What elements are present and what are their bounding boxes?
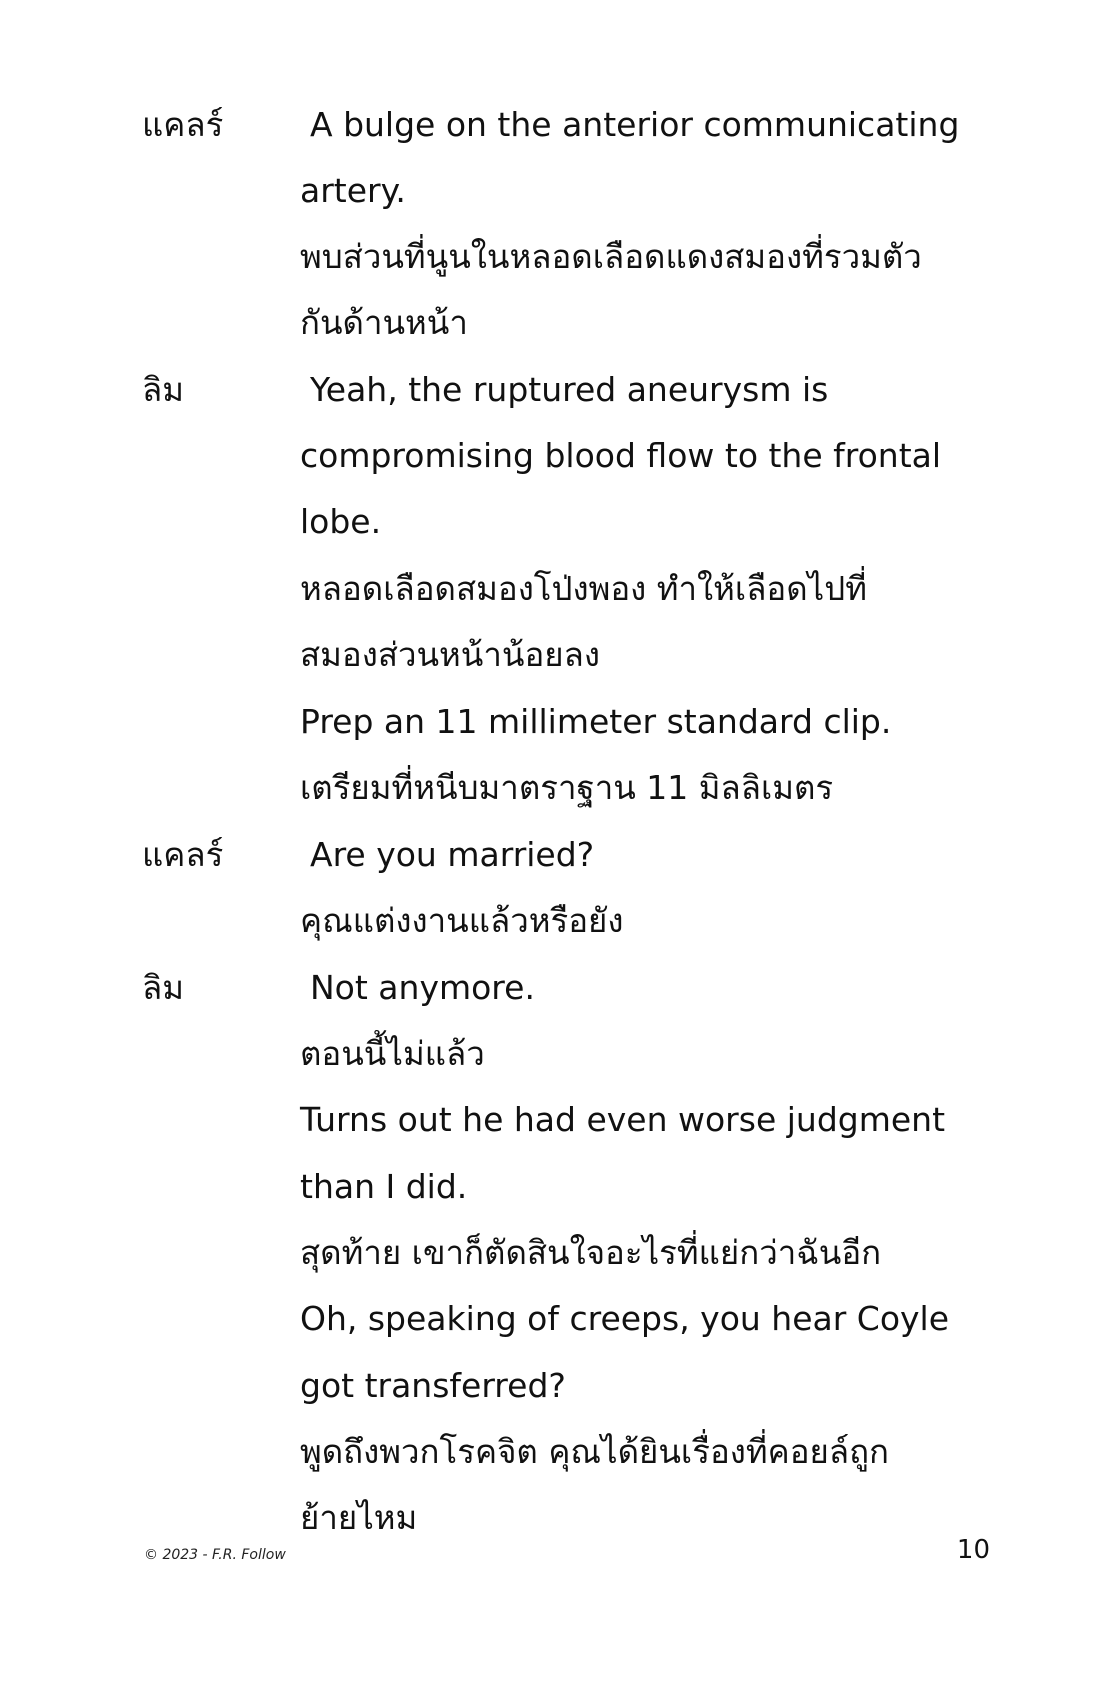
dialogue-line: than I did. bbox=[300, 1167, 468, 1206]
dialogue-line: lobe. bbox=[300, 502, 382, 541]
page-number: 10 bbox=[956, 1535, 990, 1565]
dialogue-line: got transferred? bbox=[300, 1366, 566, 1405]
dialogue-line: compromising blood flow to the frontal bbox=[300, 436, 942, 475]
dialogue-line: artery. bbox=[300, 171, 406, 210]
speaker-label: แคลร์ bbox=[142, 835, 224, 874]
dialogue-line: Yeah, the ruptured aneurysm is bbox=[310, 370, 829, 409]
dialogue-line: หลอดเลือดสมองโป่งพอง ทำให้เลือดไปที่ bbox=[300, 569, 867, 608]
dialogue-line: เตรียมที่หนีบมาตราฐาน 11 มิลลิเมตร bbox=[300, 768, 834, 807]
dialogue-line: สมองส่วนหน้าน้อยลง bbox=[300, 635, 600, 674]
dialogue-line: สุดท้าย เขาก็ตัดสินใจอะไรที่แย่กว่าฉันอีก bbox=[300, 1233, 882, 1272]
dialogue-line: Oh, speaking of creeps, you hear Coyle bbox=[300, 1299, 950, 1338]
dialogue-line: A bulge on the anterior communicating bbox=[310, 105, 960, 144]
dialogue-line: ตอนนี้ไม่แล้ว bbox=[300, 1034, 485, 1073]
dialogue-line: ย้ายไหม bbox=[300, 1498, 418, 1537]
dialogue-line: กันด้านหน้า bbox=[300, 303, 468, 342]
speaker-label: ลิม bbox=[142, 968, 184, 1007]
dialogue-line: Prep an 11 millimeter standard clip. bbox=[300, 702, 892, 741]
dialogue-line: พูดถึงพวกโรคจิต คุณได้ยินเรื่องที่คอยล์ถูก bbox=[300, 1432, 890, 1471]
copyright-notice: © 2023 - F.R. Follow bbox=[144, 1547, 286, 1563]
dialogue-line: Are you married? bbox=[310, 835, 595, 874]
speaker-label: แคลร์ bbox=[142, 105, 224, 144]
dialogue-line: พบส่วนที่นูนในหลอดเลือดแดงสมองที่รวมตัว bbox=[300, 237, 922, 276]
dialogue-line: Turns out he had even worse judgment bbox=[300, 1100, 946, 1139]
dialogue-line: Not anymore. bbox=[310, 968, 535, 1007]
dialogue-line: คุณแต่งงานแล้วหรือยัง bbox=[300, 901, 624, 940]
speaker-label: ลิม bbox=[142, 370, 184, 409]
